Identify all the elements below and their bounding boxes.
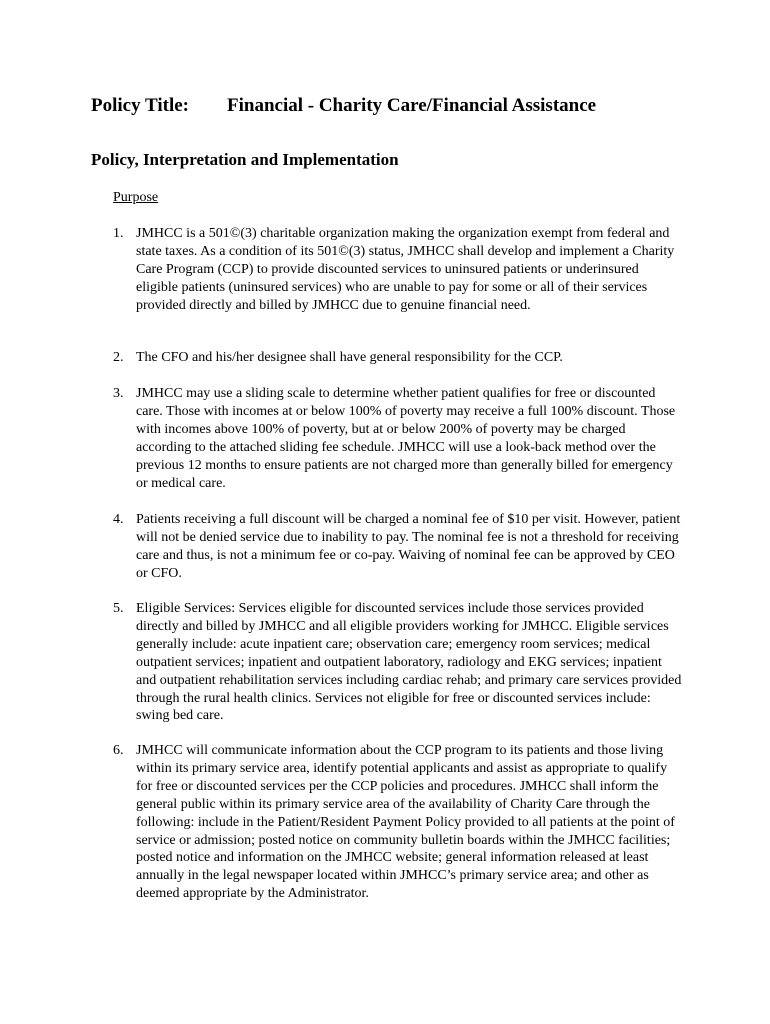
list-item bbox=[113, 349, 683, 367]
policy-title bbox=[91, 95, 596, 117]
list-item-text: Eligible Services: Services eligible for discounted services include those services provided directly and billed by JMHCC and all eligible providers working for JMHCC. Eligible services generally include: acute inpatient care; observation care; emergency room services; medical outpatient services; inpatient and outpatient laboratory, radiology and EKG services; inpatient and outpatient rehabilitation services including cardiac rehab; and primary care services provided through the rural health clinics. Services not eligible for free or discounted services include: swing bed care. bbox=[136, 601, 682, 724]
list-item-number: 5. bbox=[113, 601, 124, 616]
policy-title-value: Financial - Charity Care/Financial Assistance bbox=[227, 95, 597, 116]
list-item bbox=[113, 600, 683, 725]
list-item bbox=[113, 225, 683, 315]
list-item-text: The CFO and his/her designee shall have general responsibility for the CCP. bbox=[136, 350, 563, 365]
list-item bbox=[113, 742, 683, 903]
list-item-text: JMHCC may use a sliding scale to determine whether patient qualifies for free or discounted care. Those with incomes at or below 100% of poverty may receive a full 100% discount. Those with incomes above 100% of poverty, but at or below 200% of poverty may be charged according to the attached sliding fee schedule. JMHCC will use a look-back method over the previous 12 months to ensure patients are not charged more than generally billed for emergency or medical care. bbox=[136, 386, 676, 491]
purpose-subheading: Purpose bbox=[113, 190, 159, 205]
section-heading: Policy, Interpretation and Implementation bbox=[91, 150, 399, 169]
list-item-text: Patients receiving a full discount will be charged a nominal fee of $10 per visit. However, patient will not be denied service due to inability to pay. The nominal fee is not a threshold for receiving care and thus, is not a minimum fee or co-pay. Waiving of nominal fee can be approved by CEO or CFO. bbox=[136, 512, 681, 581]
list-item-number: 3. bbox=[113, 386, 124, 401]
list-item-number: 6. bbox=[113, 743, 124, 758]
list-item-number: 4. bbox=[113, 512, 124, 527]
list-item bbox=[113, 511, 683, 583]
list-item bbox=[113, 385, 683, 492]
list-item-text: JMHCC is a 501©(3) charitable organization making the organization exempt from federal and state taxes. As a condition of its 501©(3) status, JMHCC shall develop and implement a Charity Care Program (CCP) to provide discounted services to uninsured patients or underinsured eligible patients (uninsured services) who are unable to pay for some or all of their services provided directly and billed by JMHCC due to genuine financial need. bbox=[136, 226, 675, 313]
list-item-text: JMHCC will communicate information about the CCP program to its patients and those living within its primary service area, identify potential applicants and assist as appropriate to qualify for free or discounted services per the CCP policies and procedures. JMHCC shall inform the general public within its primary service area of the availability of Charity Care through the following: include in the Patient/Resident Payment Policy provided to all patients at the point of service or admission; posted notice on community bulletin boards within the JMHCC facilities; posted notice and information on the JMHCC website; general information released at least annually in the legal newspaper located within JMHCC’s primary service area; and other as deemed appropriate by the Administrator. bbox=[136, 743, 675, 902]
policy-title-label: Policy Title: bbox=[91, 95, 189, 116]
list-item-number: 2. bbox=[113, 350, 124, 365]
list-item-number: 1. bbox=[113, 226, 124, 241]
